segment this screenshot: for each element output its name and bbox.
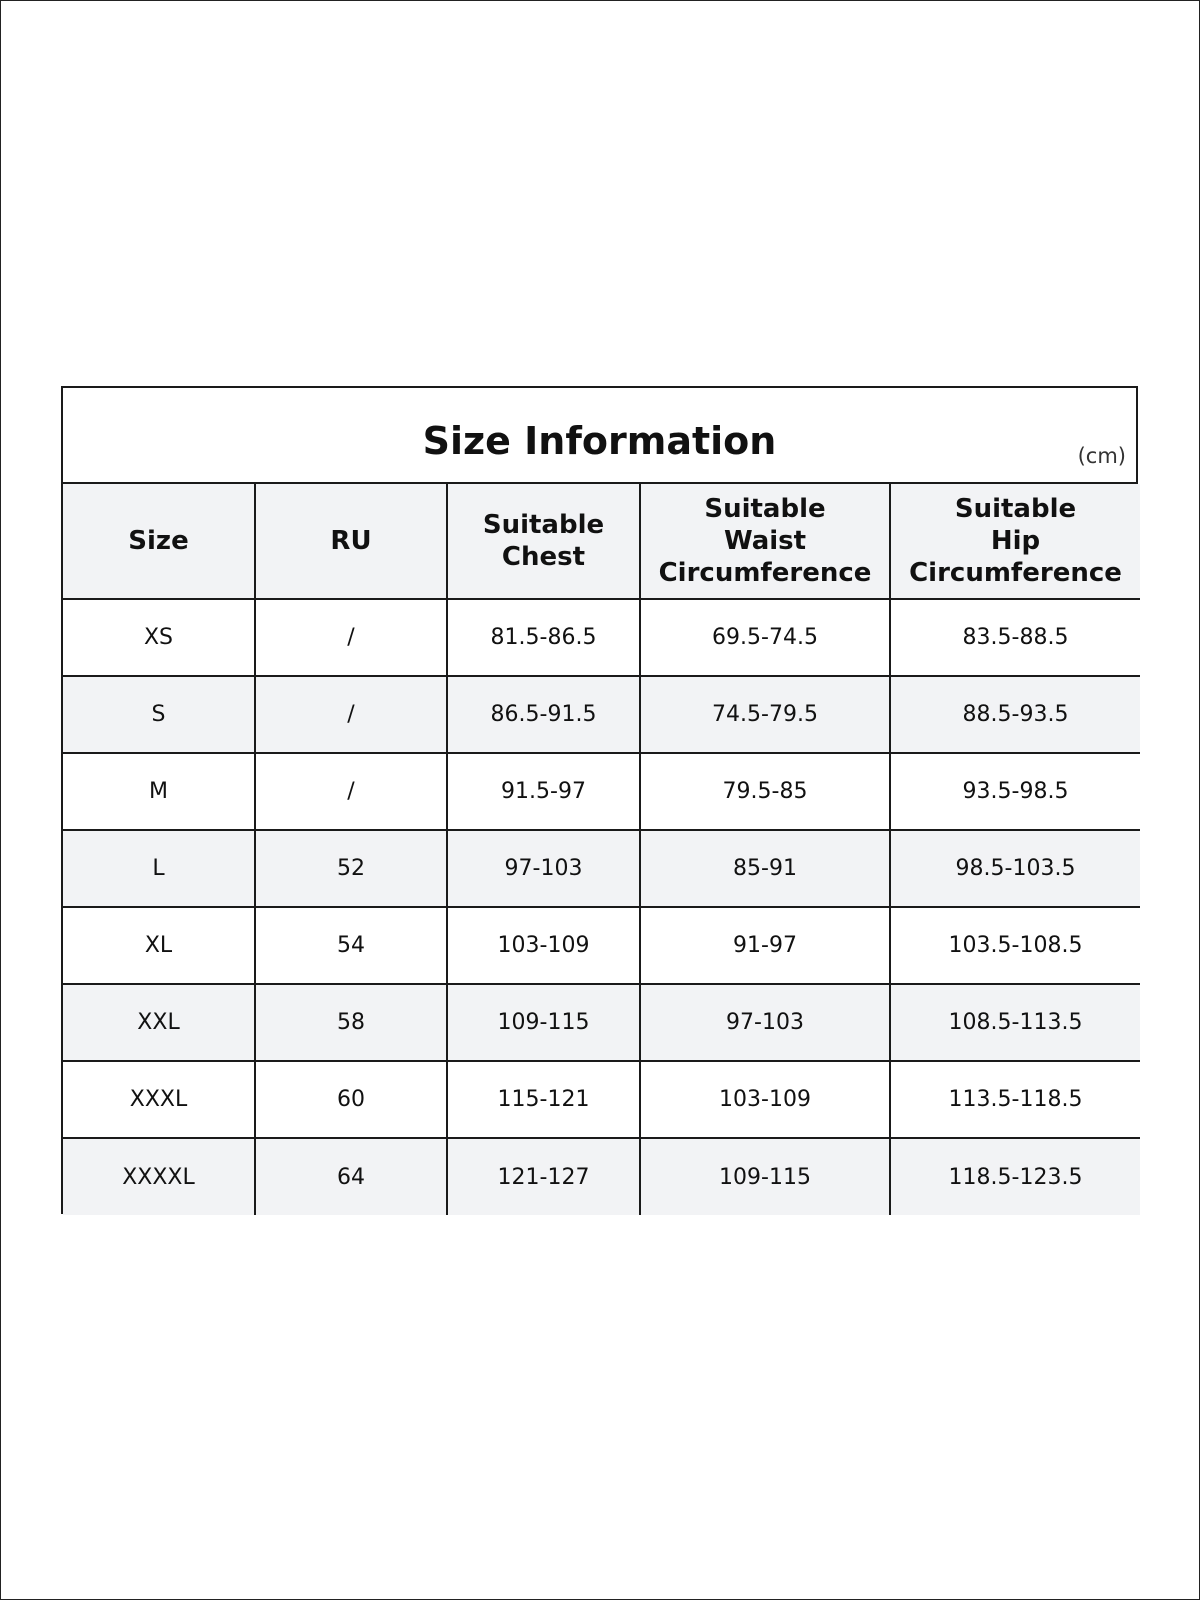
cell-chest: 81.5-86.5	[447, 599, 640, 676]
header-hip: Suitable Hip Circumference	[890, 484, 1140, 599]
table-row	[63, 907, 1140, 984]
table-row	[63, 830, 1140, 907]
cell-waist: 74.5-79.5	[640, 676, 890, 753]
cell-hip: 103.5-108.5	[890, 907, 1140, 984]
cell-waist: 97-103	[640, 984, 890, 1061]
size-chart	[61, 386, 1138, 1214]
cell-hip: 98.5-103.5	[890, 830, 1140, 907]
cell-hip: 118.5-123.5	[890, 1138, 1140, 1215]
cell-size: L	[63, 830, 255, 907]
header-chest: Suitable Chest	[447, 484, 640, 599]
cell-ru: 64	[255, 1138, 447, 1215]
cell-chest: 86.5-91.5	[447, 676, 640, 753]
table-row	[63, 753, 1140, 830]
cell-size: M	[63, 753, 255, 830]
cell-hip: 93.5-98.5	[890, 753, 1140, 830]
unit-label: (cm)	[1077, 444, 1126, 468]
chart-title: Size Information	[422, 419, 777, 463]
cell-waist: 85-91	[640, 830, 890, 907]
cell-chest: 103-109	[447, 907, 640, 984]
header-waist: Suitable Waist Circumference	[640, 484, 890, 599]
cell-waist: 103-109	[640, 1061, 890, 1138]
header-ru: RU	[255, 484, 447, 599]
cell-waist: 91-97	[640, 907, 890, 984]
cell-size: S	[63, 676, 255, 753]
cell-waist: 79.5-85	[640, 753, 890, 830]
header-size: Size	[63, 484, 255, 599]
cell-chest: 97-103	[447, 830, 640, 907]
cell-ru: 60	[255, 1061, 447, 1138]
cell-size: XS	[63, 599, 255, 676]
cell-ru: 52	[255, 830, 447, 907]
cell-ru: 58	[255, 984, 447, 1061]
cell-chest: 91.5-97	[447, 753, 640, 830]
cell-ru: /	[255, 599, 447, 676]
table-row	[63, 984, 1140, 1061]
title-row	[63, 388, 1136, 484]
cell-hip: 113.5-118.5	[890, 1061, 1140, 1138]
cell-ru: 54	[255, 907, 447, 984]
table-row	[63, 599, 1140, 676]
cell-ru: /	[255, 753, 447, 830]
cell-chest: 109-115	[447, 984, 640, 1061]
cell-size: XXL	[63, 984, 255, 1061]
cell-size: XXXL	[63, 1061, 255, 1138]
cell-chest: 121-127	[447, 1138, 640, 1215]
size-table	[63, 484, 1140, 1215]
table-row	[63, 676, 1140, 753]
cell-waist: 69.5-74.5	[640, 599, 890, 676]
header-row	[63, 484, 1140, 599]
cell-hip: 83.5-88.5	[890, 599, 1140, 676]
table-row	[63, 1061, 1140, 1138]
cell-hip: 88.5-93.5	[890, 676, 1140, 753]
cell-size: XXXXL	[63, 1138, 255, 1215]
cell-chest: 115-121	[447, 1061, 640, 1138]
cell-size: XL	[63, 907, 255, 984]
cell-ru: /	[255, 676, 447, 753]
table-row	[63, 1138, 1140, 1215]
cell-waist: 109-115	[640, 1138, 890, 1215]
cell-hip: 108.5-113.5	[890, 984, 1140, 1061]
